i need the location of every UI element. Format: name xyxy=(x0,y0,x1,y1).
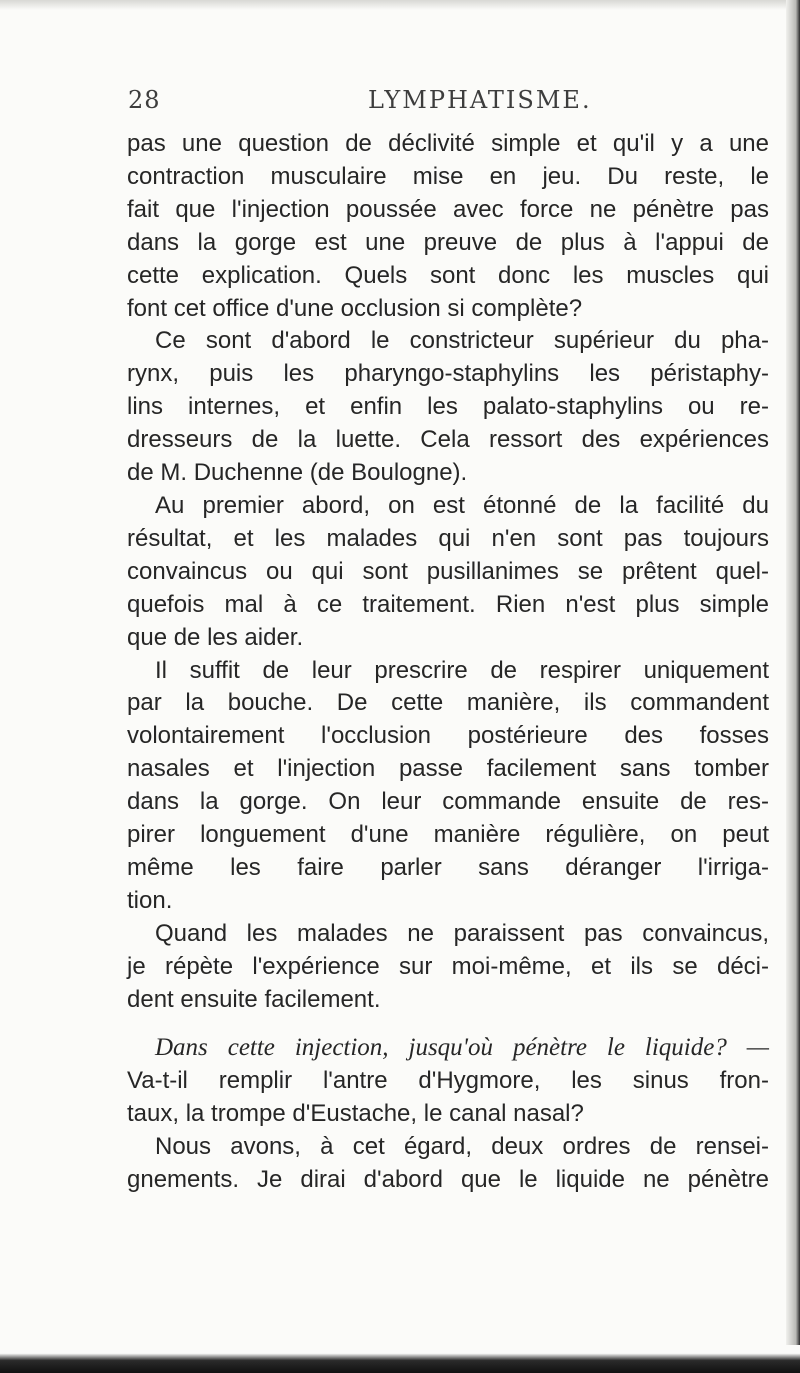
text-line: pirer longuement d'une manière régulière, on peut xyxy=(127,821,769,849)
text-line: dans la gorge est une preuve de plus à l'appui de xyxy=(127,228,769,256)
text-line: Quand les malades ne paraissent pas convaincus, xyxy=(155,919,769,947)
page-header xyxy=(128,86,768,126)
text-line: Ce sont d'abord le constricteur supérieur du pha- xyxy=(155,327,769,355)
text-line: fait que l'injection poussée avec force ne pénètre pas xyxy=(127,195,769,223)
text-line: nasales et l'injection passe facilement sans tomber xyxy=(127,755,769,783)
text-line: lins internes, et enfin les palato-staphylins ou re- xyxy=(127,393,769,421)
text-line: pas une question de déclivité simple et qu'il y a une xyxy=(127,130,769,157)
text-line: taux, la trompe d'Eustache, le canal nasal? xyxy=(127,1100,584,1128)
page-number: 28 xyxy=(128,86,161,114)
text-line: résultat, et les malades qui n'en sont pas toujours xyxy=(127,524,769,552)
text-line: font cet office d'une occlusion si complète? xyxy=(127,294,583,322)
text-line: tion. xyxy=(127,886,173,914)
text-line: de M. Duchenne (de Boulogne). xyxy=(127,459,468,487)
text-line: dent ensuite facilement. xyxy=(127,985,381,1013)
text-line: je répète l'expérience sur moi-même, et ils se déci- xyxy=(127,952,769,980)
text-line: rynx, puis les pharyngo-staphylins les péristaphy- xyxy=(127,360,769,388)
text-line: par la bouche. De cette manière, ils commandent xyxy=(127,689,769,717)
text-line: cette explication. Quels sont donc les muscles qui xyxy=(127,261,769,289)
text-line: que de les aider. xyxy=(127,623,304,651)
body-text xyxy=(127,128,769,1197)
text-line: dans la gorge. On leur commande ensuite de res- xyxy=(127,788,769,816)
text-line: Au premier abord, on est étonné de la facilité du xyxy=(155,491,769,519)
text-line: volontairement l'occlusion postérieure des fosses xyxy=(127,722,769,750)
text-line: Il suffit de leur prescrire de respirer uniquement xyxy=(155,656,769,684)
text-line: Nous avons, à cet égard, deux ordres de rensei- xyxy=(155,1133,769,1161)
text-line: convaincus ou qui sont pusillanimes se prêtent quel- xyxy=(127,557,769,585)
text-line: Va-t-il remplir l'antre d'Hygmore, les sinus fron- xyxy=(127,1067,769,1095)
text-line: contraction musculaire mise en jeu. Du reste, le xyxy=(127,162,769,190)
page-bottom-edge xyxy=(0,1345,800,1373)
text-line: gnements. Je dirai d'abord que le liquide ne pénètre xyxy=(127,1166,769,1194)
text-line: dresseurs de la luette. Cela ressort des expériences xyxy=(127,426,769,454)
text-line: quefois mal à ce traitement. Rien n'est plus simple xyxy=(127,590,769,618)
running-title: LYMPHATISME. xyxy=(368,86,592,114)
section-gap xyxy=(127,1016,769,1032)
italic-heading-line: Dans cette injection, jusqu'où pénètre le liquide? — xyxy=(155,1034,769,1062)
page-right-edge xyxy=(786,0,800,1373)
page-top-edge xyxy=(0,0,800,10)
text-line: même les faire parler sans déranger l'irriga- xyxy=(127,853,769,881)
